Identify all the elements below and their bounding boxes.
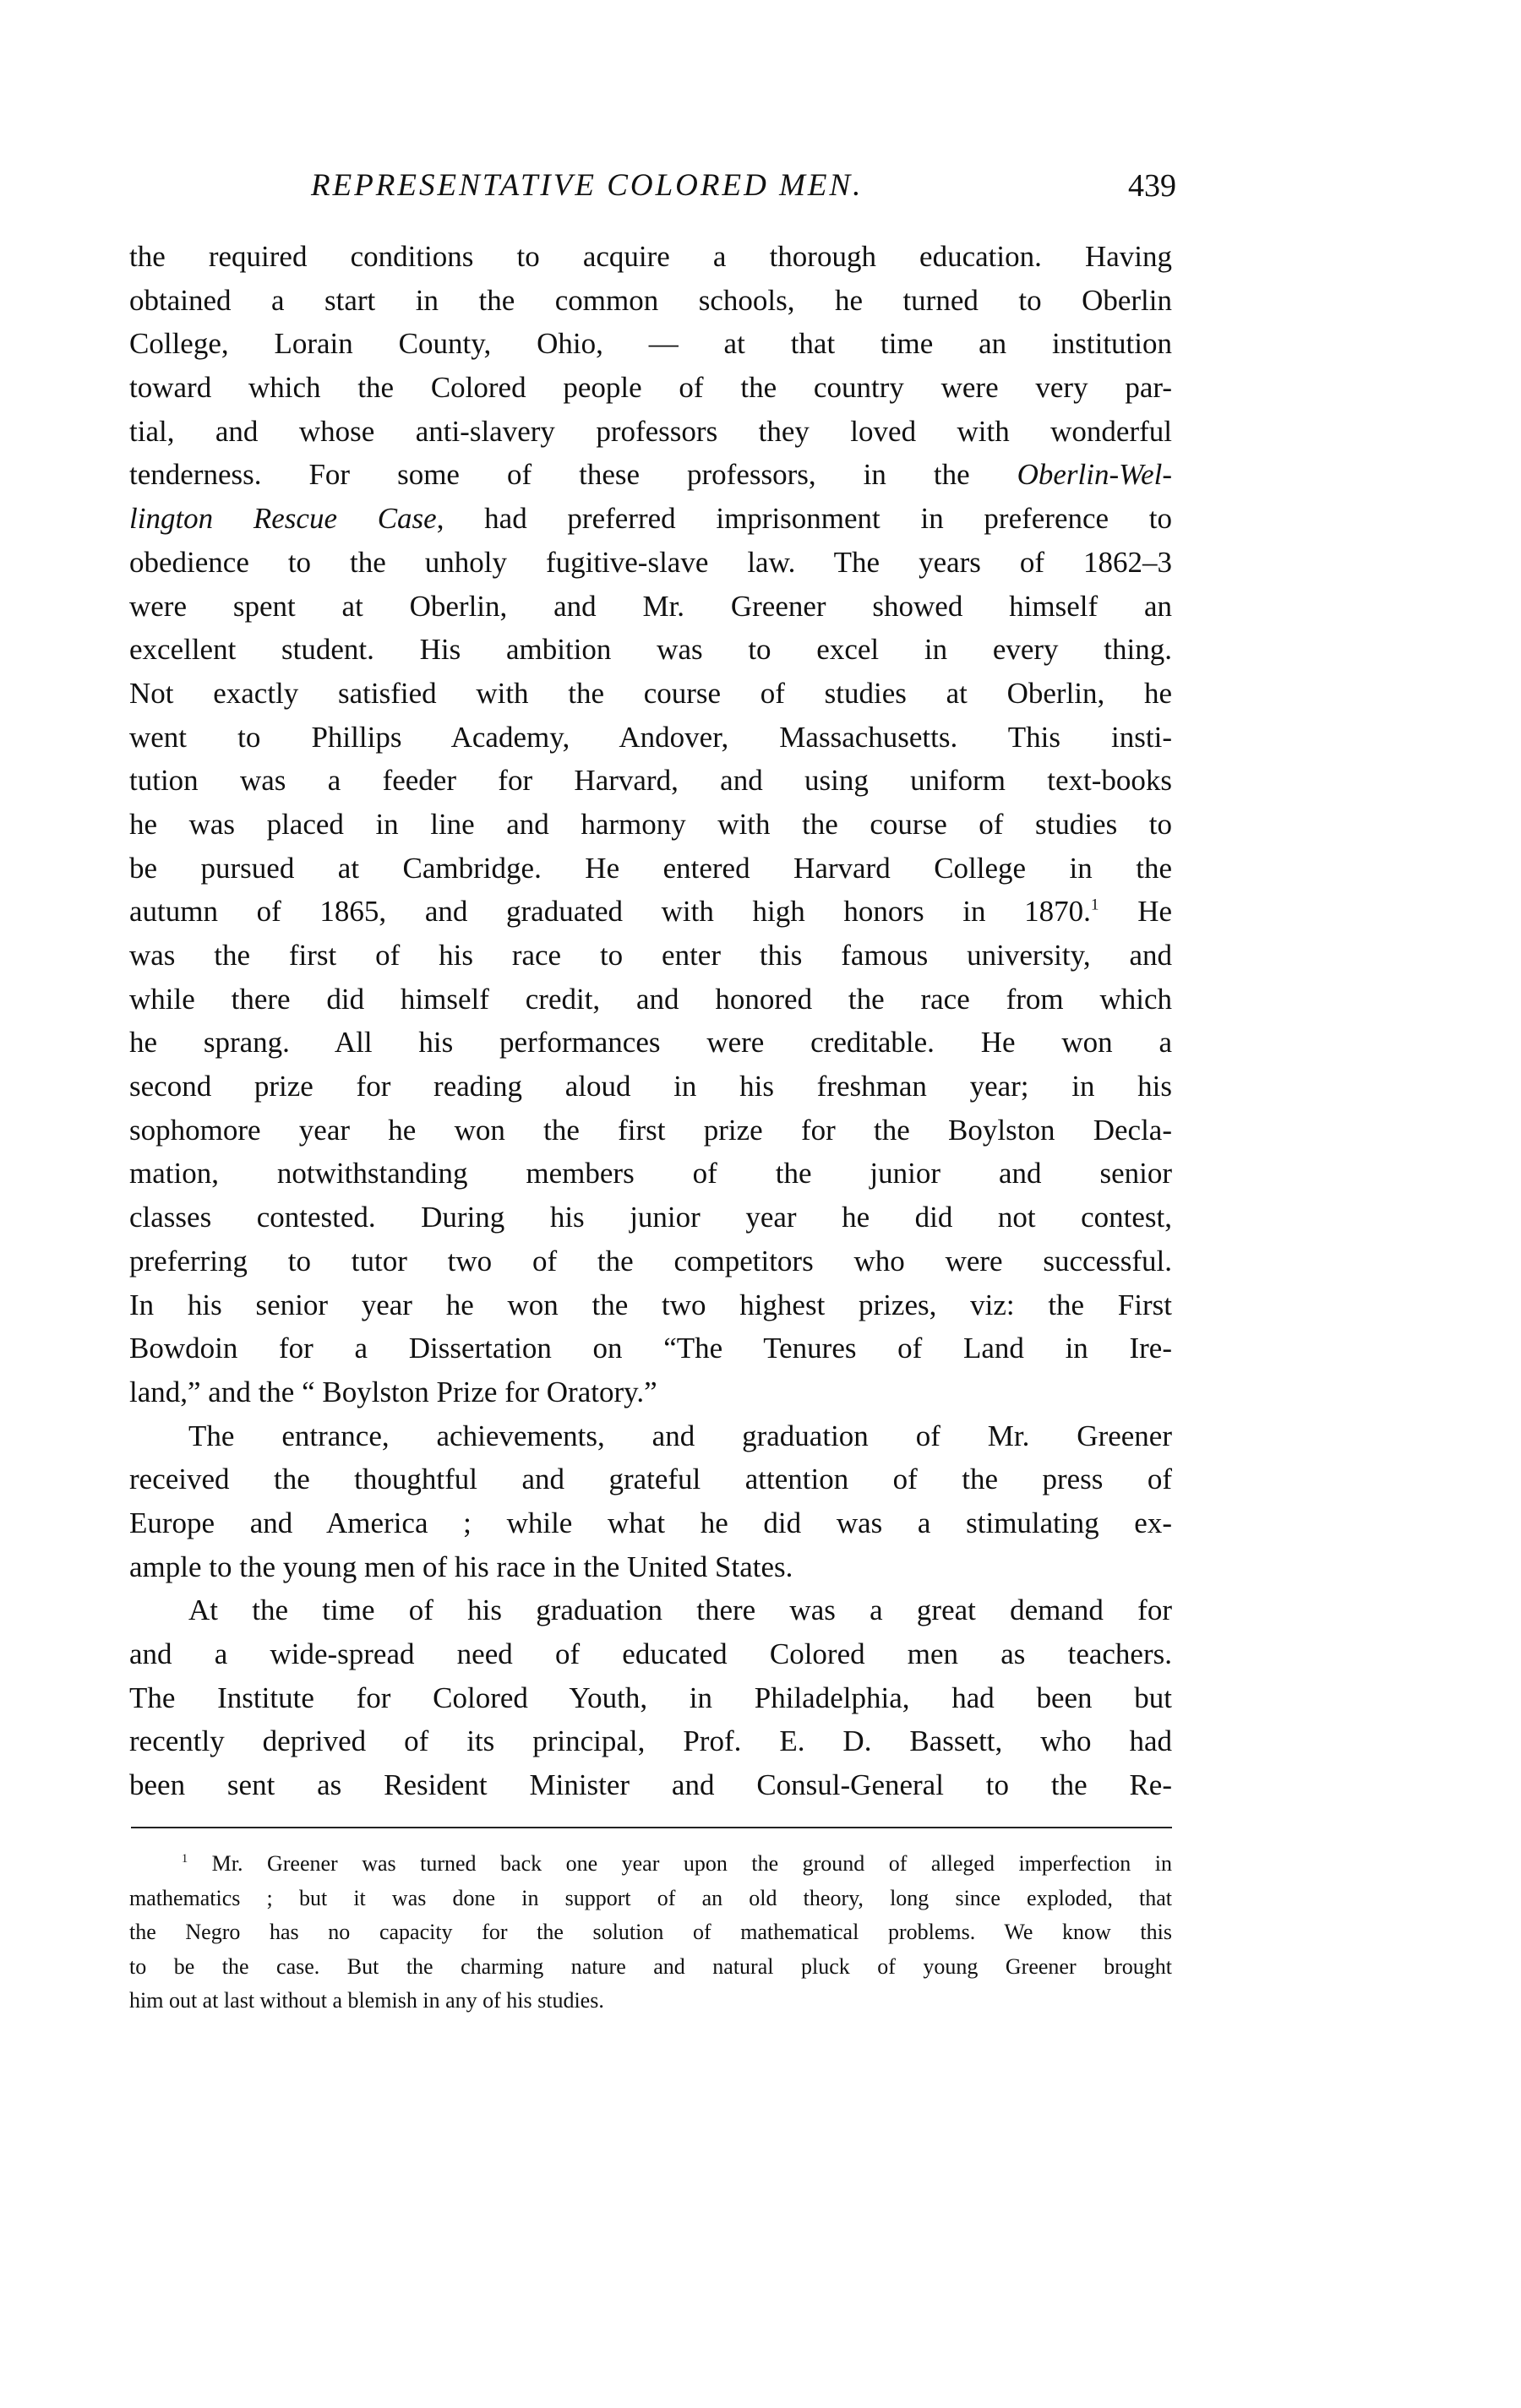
body-line: classes contested. During his junior year he did not contest, <box>129 1201 1172 1234</box>
footnote-line-end: him out at last without a blemish in any of his studies. <box>129 1988 604 2013</box>
body-line <box>129 497 1172 541</box>
footnote-line: mathematics ; but it was done in support of an old theory, long since exploded, that <box>129 1885 1172 1910</box>
body-line: preferring to tutor two of the competitors who were successful. <box>129 1244 1172 1278</box>
body-line-paragraph-start: The entrance, achievements, and graduation of Mr. Greener <box>188 1419 1172 1452</box>
body-line: and a wide-spread need of educated Colored men as teachers. <box>129 1637 1172 1670</box>
body-line: Bowdoin for a Dissertation on “The Tenures of Land in Ire- <box>129 1332 1172 1365</box>
footnote-line: to be the case. But the charming nature and natural pluck of young Greener brought <box>129 1953 1172 1979</box>
body-line: recently deprived of its principal, Prof. E. D. Bassett, who had <box>129 1724 1172 1758</box>
body-text <box>129 235 1172 1807</box>
body-line: been sent as Resident Minister and Consul-General to the Re- <box>129 1768 1172 1802</box>
footnote-line: the Negro has no capacity for the solution of mathematical problems. We know this <box>129 1920 1172 1944</box>
body-line: sophomore year he won the first prize for the Boylston Decla- <box>129 1113 1172 1147</box>
body-line: The Institute for Colored Youth, in Philadelphia, had been but <box>129 1681 1172 1714</box>
body-line: he was placed in line and harmony with the course of studies to <box>129 807 1172 841</box>
body-line: second prize for reading aloud in his freshman year; in his <box>129 1070 1172 1103</box>
body-line: In his senior year he won the two highest prizes, viz: the First <box>129 1288 1172 1321</box>
body-line: excellent student. His ambition was to excel in every thing. <box>129 633 1172 667</box>
body-line-paragraph-end: ample to the young men of his race in the United States. <box>129 1550 793 1583</box>
body-line: tial, and whose anti-slavery professors they loved with wonderful <box>129 414 1172 448</box>
running-head-title: REPRESENTATIVE COLORED MEN. <box>311 168 864 203</box>
page-number: 439 <box>1128 168 1176 204</box>
footnote-reference[interactable]: 1 <box>1090 896 1099 914</box>
body-line <box>129 890 1172 934</box>
body-line: he sprang. All his performances were creditable. He won a <box>129 1026 1172 1060</box>
body-line: Not exactly satisfied with the course of studies at Oberlin, he <box>129 676 1172 710</box>
body-line-text: tenderness. For some of these professors, in the <box>129 458 1017 492</box>
body-line: toward which the Colored people of the country were very par- <box>129 371 1172 405</box>
body-line <box>129 453 1172 497</box>
body-line: was the first of his race to enter this famous university, and <box>129 939 1172 972</box>
body-line: tution was a feeder for Harvard, and using uniform text-books <box>129 764 1172 798</box>
body-line: College, Lorain County, Ohio, — at that time an institution <box>129 327 1172 361</box>
body-line: Europe and America ; while what he did was a stimulating ex- <box>129 1506 1172 1539</box>
footnote-marker: 1 <box>182 1852 188 1866</box>
body-line-text: , had preferred imprisonment in preference to <box>436 502 1172 536</box>
body-line: be pursued at Cambridge. He entered Harvard College in the <box>129 851 1172 885</box>
italic-case-title: Oberlin-Wel- <box>1017 458 1172 492</box>
body-line-text: He <box>1098 895 1173 929</box>
body-line: were spent at Oberlin, and Mr. Greener showed himself an <box>129 589 1172 623</box>
body-line: the required conditions to acquire a thorough education. Having <box>129 240 1172 273</box>
body-line: while there did himself credit, and honored the race from which <box>129 982 1172 1016</box>
footnote-text: Mr. Greener was turned back one year upon the ground of alleged imperfection in <box>211 1851 1172 1876</box>
footnote-divider <box>131 1827 1172 1828</box>
footnote <box>129 1847 1172 2018</box>
body-line-paragraph-end: land,” and the “ Boylston Prize for Oratory.” <box>129 1375 657 1408</box>
body-line: went to Phillips Academy, Andover, Massachusetts. This insti- <box>129 720 1172 754</box>
body-line: received the thoughtful and grateful attention of the press of <box>129 1463 1172 1496</box>
italic-case-title: lington Rescue Case <box>129 502 437 536</box>
footnote-line <box>129 1847 1172 1882</box>
body-line: obtained a start in the common schools, he turned to Oberlin <box>129 283 1172 317</box>
body-line: obedience to the unholy fugitive-slave law. The years of 1862–3 <box>129 545 1172 579</box>
body-line: mation, notwithstanding members of the junior and senior <box>129 1157 1172 1190</box>
body-line-text: autumn of 1865, and graduated with high honors in 1870. <box>129 895 1091 929</box>
body-line-paragraph-start: At the time of his graduation there was a great demand for <box>188 1594 1172 1627</box>
